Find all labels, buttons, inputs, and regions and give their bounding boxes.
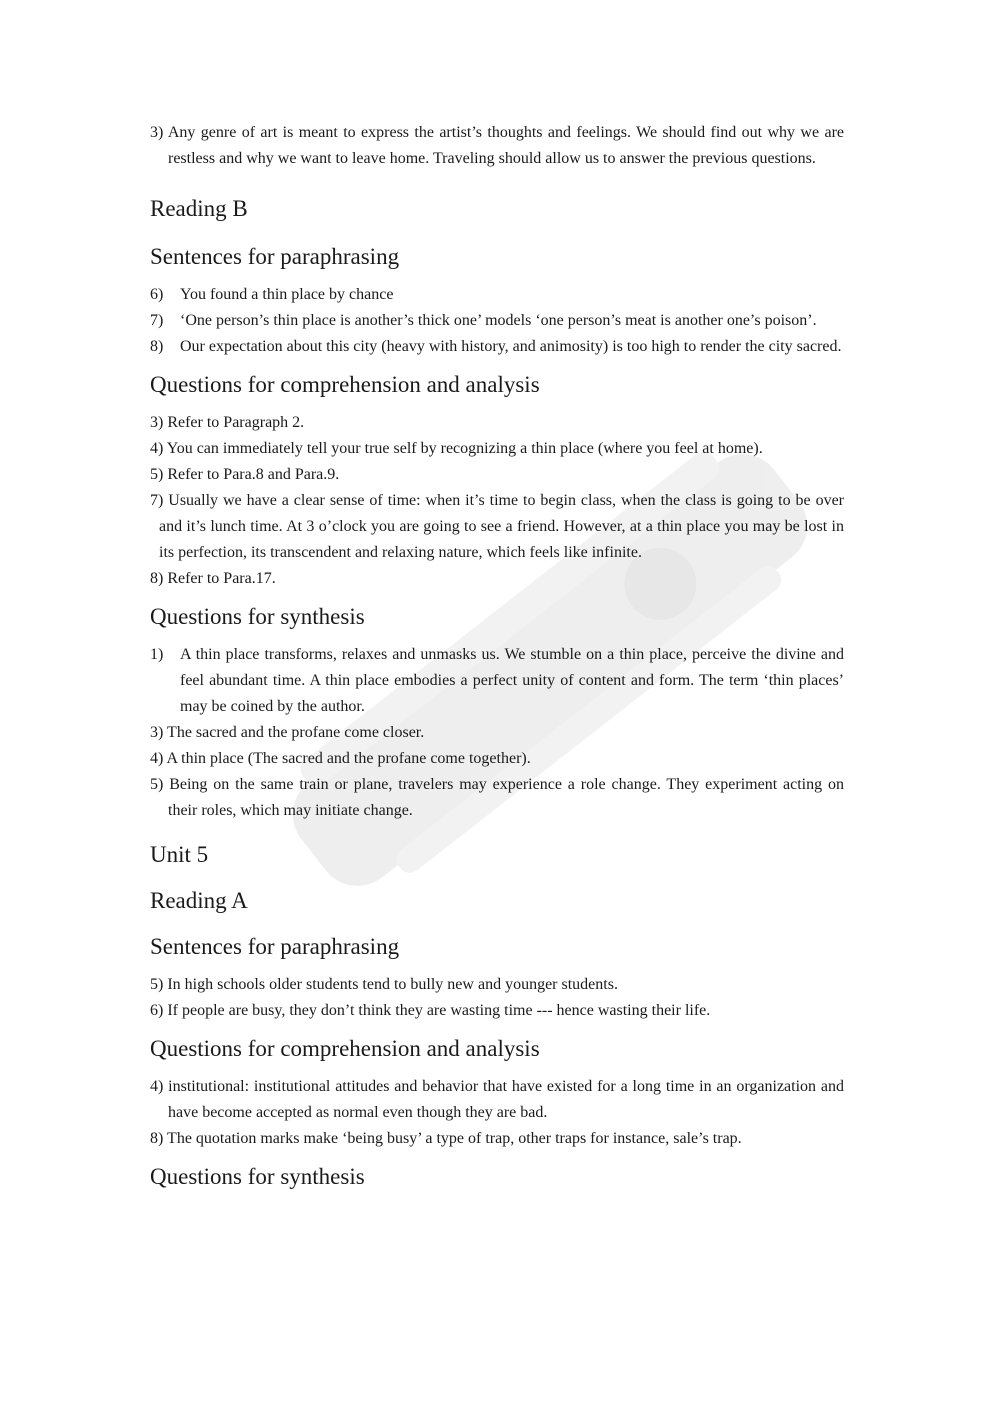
item-text: ‘One person’s thin place is another’s thick one’ models ‘one person’s meat is another one’s poison’. bbox=[180, 312, 817, 329]
list-item bbox=[150, 642, 844, 720]
list-item: 5) In high schools older students tend to bully new and younger students. bbox=[150, 976, 618, 993]
list-item bbox=[150, 334, 844, 360]
list-item: 4) institutional: institutional attitudes and behavior that have existed for a long time in an organization and have become accepted as normal even though they are bad. bbox=[150, 1078, 844, 1121]
section-heading-reading-a: Reading A bbox=[150, 888, 248, 913]
subheading-synthesis: Questions for synthesis bbox=[150, 1164, 365, 1189]
section-heading-unit-5: Unit 5 bbox=[150, 842, 209, 867]
list-item: 7) Usually we have a clear sense of time: when it’s time to begin class, when the class is going to be over and it’s lunch time. At 3 o’clock you are going to see a friend. However, at a thin place you may be lost in its perfection, its transcendent and relaxing nature, which feels like infinite. bbox=[150, 492, 844, 561]
answer-item: 3) Any genre of art is meant to express the artist’s thoughts and feelings. We should find out why we are restless and why we want to leave home. Traveling should allow us to answer the previous questions. bbox=[150, 124, 844, 167]
subheading-paraphrasing: Sentences for paraphrasing bbox=[150, 244, 400, 269]
item-number: 1) bbox=[150, 646, 164, 663]
document-page bbox=[150, 120, 844, 1202]
item-text: You found a thin place by chance bbox=[180, 286, 394, 303]
list-item: 4) A thin place (The sacred and the profane come together). bbox=[150, 750, 531, 767]
item-text: A thin place transforms, relaxes and unmasks us. We stumble on a thin place, perceive the divine and feel abundant time. A thin place embodies a perfect unity of content and form. The term ‘thin places’ may be coined by the author. bbox=[180, 646, 844, 715]
subheading-comprehension: Questions for comprehension and analysis bbox=[150, 1036, 540, 1061]
list-item: 5) Being on the same train or plane, travelers may experience a role change. They experiment acting on their roles, which may initiate change. bbox=[150, 776, 844, 819]
subheading-paraphrasing: Sentences for paraphrasing bbox=[150, 934, 400, 959]
list-item: 5) Refer to Para.8 and Para.9. bbox=[150, 466, 340, 483]
subheading-comprehension: Questions for comprehension and analysis bbox=[150, 372, 540, 397]
list-item: 3) The sacred and the profane come closer. bbox=[150, 724, 425, 741]
item-number: 7) bbox=[150, 312, 164, 329]
list-item: 8) The quotation marks make ‘being busy’ a type of trap, other traps for instance, sale’s trap. bbox=[150, 1130, 742, 1147]
list-item: 4) You can immediately tell your true self by recognizing a thin place (where you feel at home). bbox=[150, 440, 763, 457]
section-heading-reading-b: Reading B bbox=[150, 196, 248, 221]
item-number: 8) bbox=[150, 338, 164, 355]
subheading-synthesis: Questions for synthesis bbox=[150, 604, 365, 629]
list-item bbox=[150, 308, 844, 334]
list-item: 3) Refer to Paragraph 2. bbox=[150, 414, 305, 431]
item-number: 6) bbox=[150, 286, 164, 303]
list-item: 6) If people are busy, they don’t think they are wasting time --- hence wasting their life. bbox=[150, 1002, 711, 1019]
item-text: Our expectation about this city (heavy with history, and animosity) is too high to render the city sacred. bbox=[180, 338, 842, 355]
list-item: 8) Refer to Para.17. bbox=[150, 570, 276, 587]
list-item bbox=[150, 282, 844, 308]
